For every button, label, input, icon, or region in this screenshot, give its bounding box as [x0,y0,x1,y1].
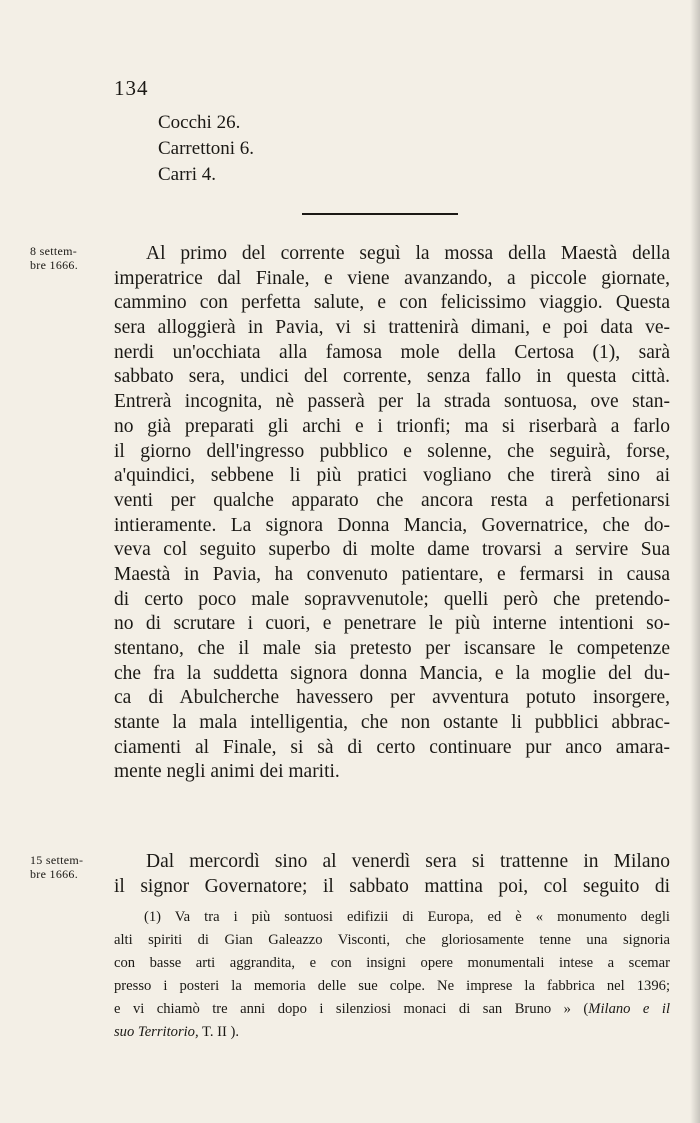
text-line: intieramente. La signora Donna Mancia, Governatrice, che do- [114,514,670,536]
footnote-line [114,998,670,1021]
text-line: Entrerà incognita, nè passerà per la strada sontuosa, ove stan- [114,391,670,413]
text-line: di certo poco male sopravvenutole; quelli però che pretendo- [114,588,670,610]
text-line: sera alloggierà in Pavia, vi si trattenirà dimani, e poi data ve- [114,317,670,339]
text-line: Dal mercordì sino al venerdì sera si trattenne in Milano [146,851,670,872]
margin-note-line: bre 1666. [30,867,79,881]
paragraph-2 [114,850,670,899]
text-line: il signor Governatore; il sabbato mattina poi, col seguito di [114,875,670,897]
footnote-line: con basse arti aggrandita, e con insigni opere monumentali intese a scemar [114,955,670,971]
footnote-line: alti spiriti di Gian Galeazzo Visconti, che gloriosamente tenne una signoria [114,932,670,948]
list-item: Carrettoni 6. [158,138,255,159]
text-line: ciamenti al Finale, si sà di certo continuare pur anco amara- [114,736,670,758]
footnote-line [114,1021,670,1044]
page-number: 134 [114,76,149,100]
text-line: Maestà in Pavia, ha convenuto patientare, e fermarsi in causa [114,563,670,585]
text-line: no di scrutare i cuori, e penetrare le più interne intentioni so- [114,613,670,635]
list-item: Carri 4. [158,164,217,185]
text-line: a'quindici, sebbene li più pratici vogliano che tirerà sino ai [114,465,670,487]
margin-note-line: 15 settem- [30,853,84,867]
list-item: Cocchi 26. [158,112,241,133]
text-line: ca di Abulcherche havessero per avventura potuto insorgere, [114,687,670,709]
text-line: sabbato sera, undici del corrente, senza fallo in questa città. [114,366,670,388]
text-line: mente negli animi dei mariti. [114,761,340,783]
text-line: il giorno dell'ingresso pubblico e solenne, che seguirà, forse, [114,440,670,462]
margin-note-line: 8 settem- [30,244,78,258]
text-line: nerdi un'occhiata alla famosa mole della Certosa (1), sarà [114,341,670,363]
text-line: no già preparati gli archi e i trionfi; ma si riserbarà a farlo [114,415,670,437]
text-line: Al primo del corrente seguì la mossa della Maestà della [146,243,670,264]
vehicle-list [158,110,254,188]
citation-rest: T. II ). [198,1024,240,1040]
margin-date-note [30,853,116,881]
text-line: venti per qualche apparato che ancora resta a perfetionarsi [114,489,670,511]
page-edge-shadow [690,0,700,1123]
text-line: veva col seguito superbo di molte dame trovarsi a servire Sua [114,539,670,561]
text-line: cammino con perfetta salute, e con felicissimo viaggio. Questa [114,292,670,314]
text-line: stante la mala intelligentia, che non ostante li pubblici abbrac- [114,712,670,734]
footnote-text: e vi chiamò tre anni dopo i silenziosi monaci di san Bruno » ( [114,1001,589,1017]
text-line: che fra la suddetta signora donna Mancia, e la moglie del du- [114,662,670,684]
footnote [114,906,670,1044]
section-divider [302,213,458,215]
margin-date-note [30,244,116,272]
paragraph-1 [114,242,670,785]
text-line: stentano, che il male sia pretesto per iscansare le competenze [114,638,670,659]
footnote-line: presso i posteri la memoria delle sue colpe. Ne imprese la fabbrica nel 1396; [114,978,670,994]
citation-title: Milano e il [588,1001,670,1017]
margin-note-line: bre 1666. [30,258,79,272]
footnote-line: (1) Va tra i più sontuosi edifizii di Europa, ed è « monumento degli [144,909,670,925]
text-line: imperatrice dal Finale, e viene avanzando, a piccole giornate, [114,267,670,289]
citation-title-cont: suo Territorio, [114,1024,199,1040]
